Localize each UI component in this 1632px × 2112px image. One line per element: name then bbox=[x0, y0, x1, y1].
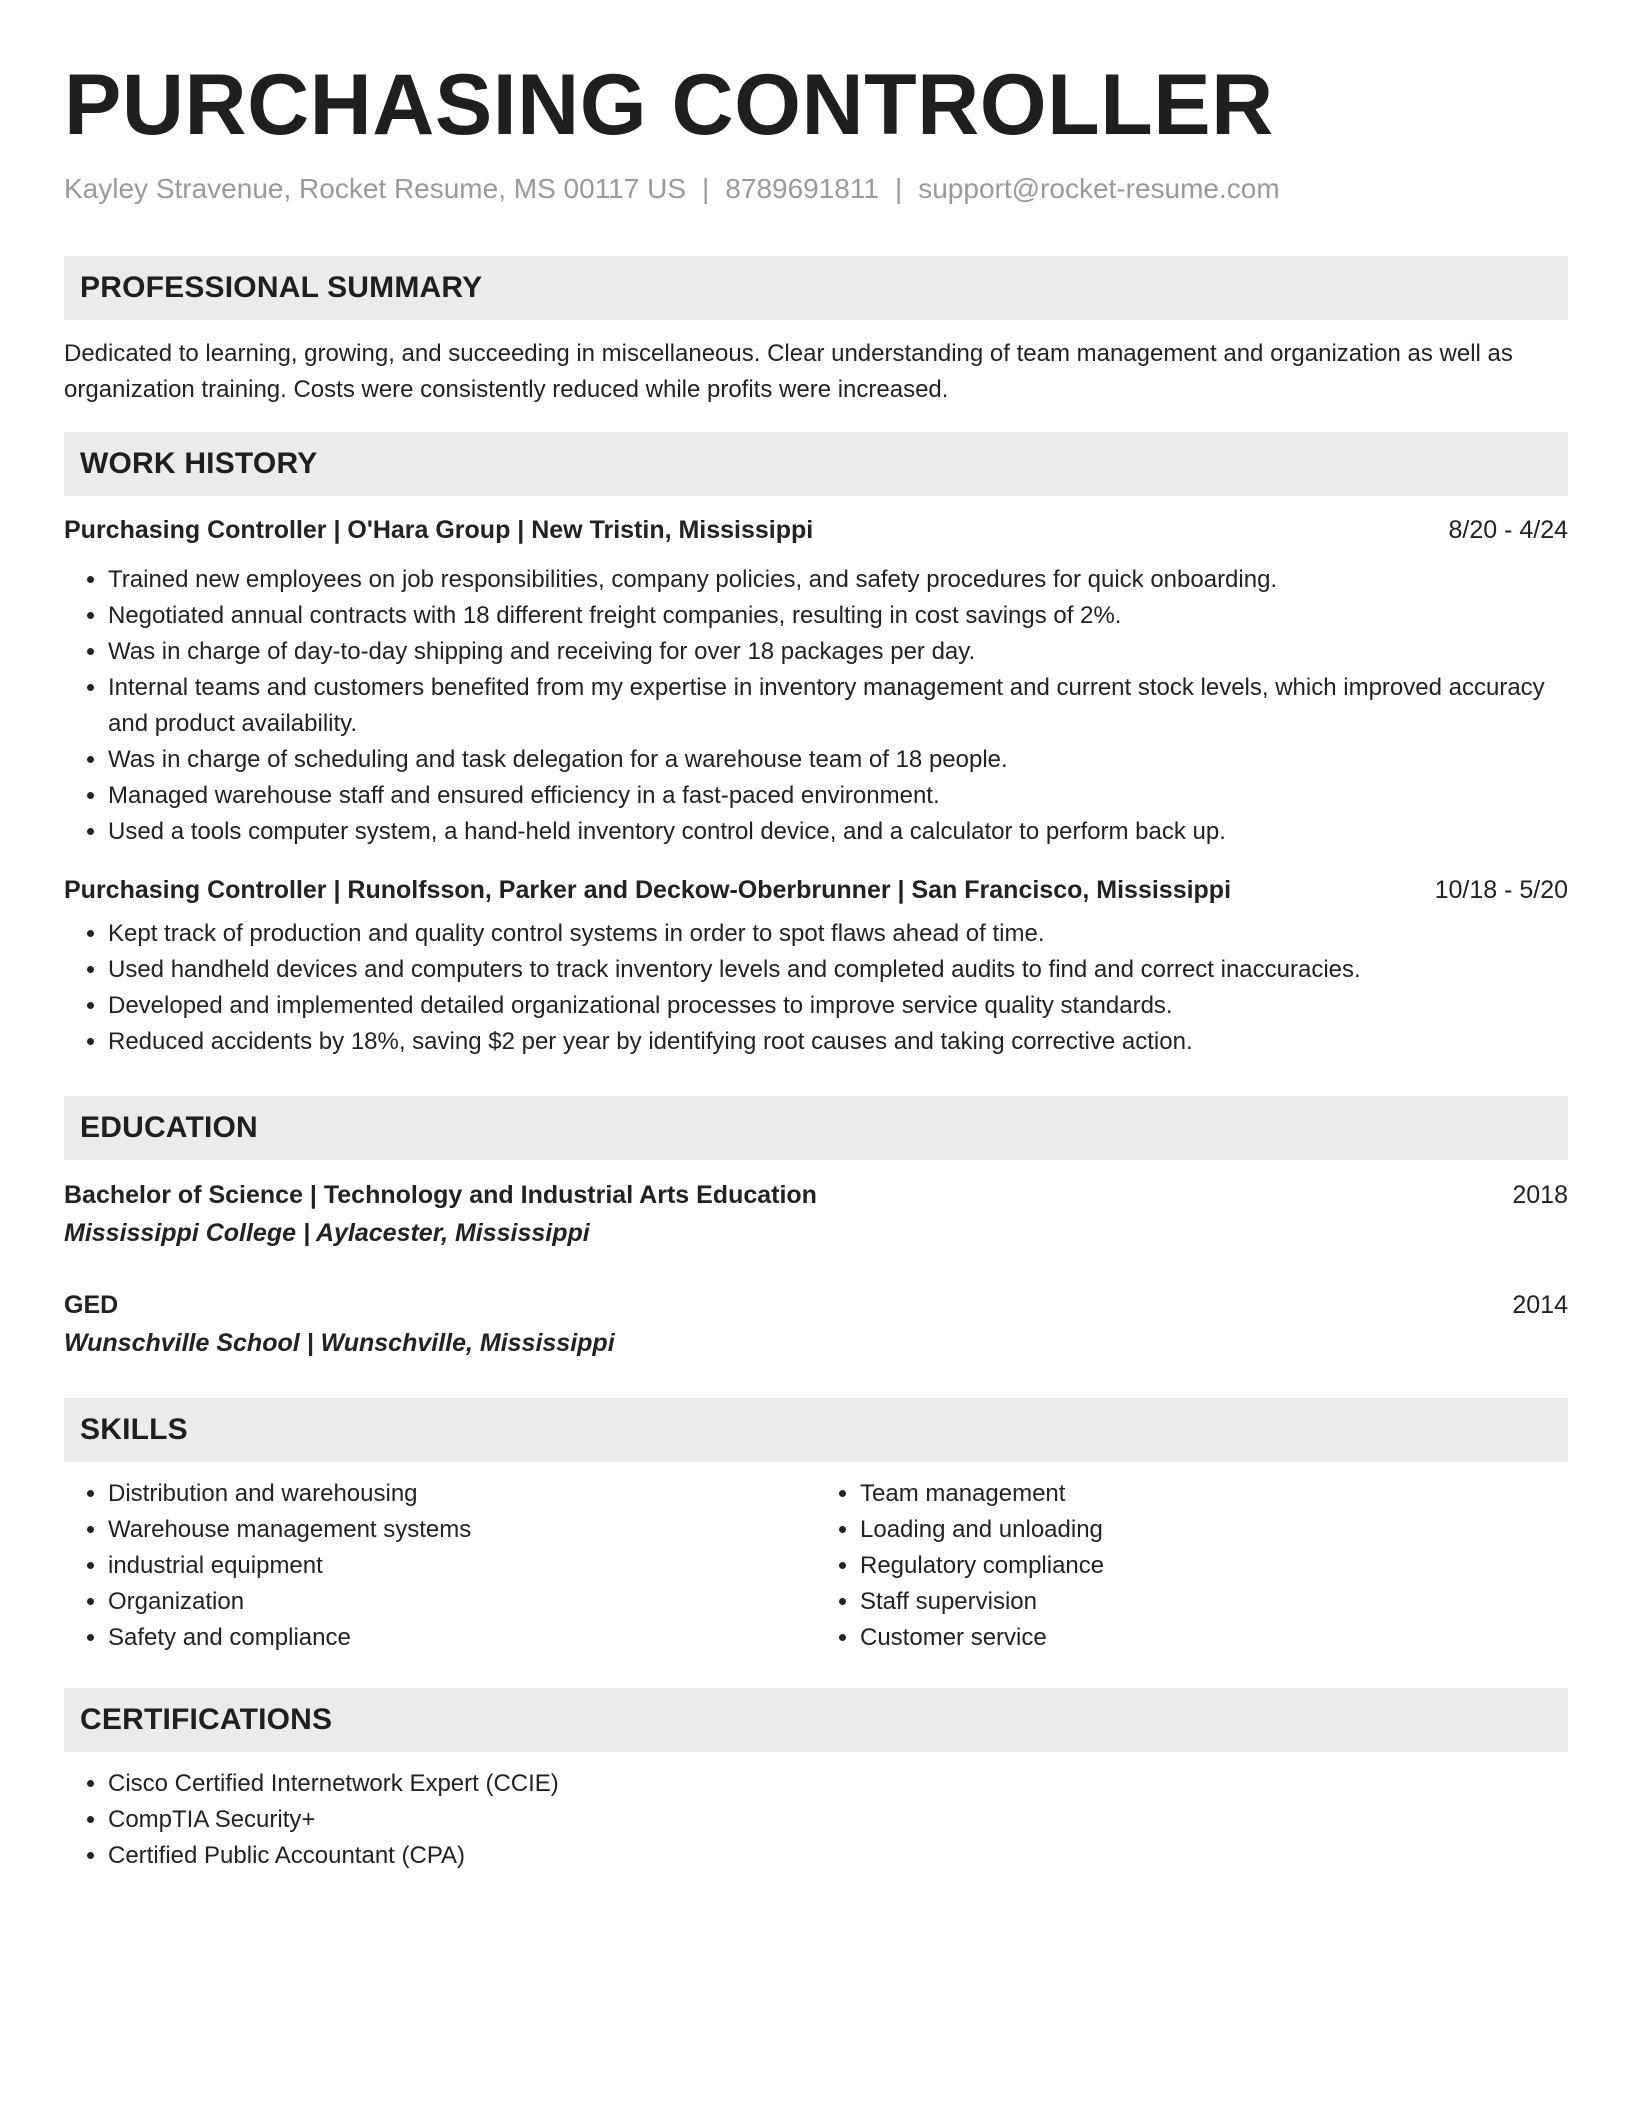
job-bullet: • Internal teams and customers benefited from my expertise in inventory management and current stock levels, which improved accuracy and product availability. bbox=[108, 670, 1568, 742]
job-bullet: • Managed warehouse staff and ensured efficiency in a fast-paced environment. bbox=[108, 778, 1568, 814]
education-school: Mississippi College | Aylacester, Mississippi bbox=[64, 1218, 590, 1247]
education-year: 2014 bbox=[1512, 1290, 1568, 1319]
job-bullet: • Was in charge of day-to-day shipping and receiving for over 18 packages per day. bbox=[108, 634, 1568, 670]
education-heading-row bbox=[64, 1176, 1568, 1214]
job-bullets bbox=[64, 562, 1568, 850]
job-bullet: • Used handheld devices and computers to track inventory levels and completed audits to find and correct inaccuracies. bbox=[108, 952, 1568, 988]
skills-column-left bbox=[64, 1476, 816, 1656]
contact-line bbox=[64, 172, 1568, 206]
skill-item: • Staff supervision bbox=[860, 1584, 1568, 1620]
job-bullet: • Trained new employees on job responsibilities, company policies, and safety procedures for quick onboarding. bbox=[108, 562, 1568, 598]
skills-grid bbox=[64, 1476, 1568, 1656]
job-bullet: • Negotiated annual contracts with 18 different freight companies, resulting in cost savings of 2%. bbox=[108, 598, 1568, 634]
skill-item: • Loading and unloading bbox=[860, 1512, 1568, 1548]
skill-item: • industrial equipment bbox=[108, 1548, 816, 1584]
job-heading-row bbox=[64, 512, 1568, 548]
job-dates: 8/20 - 4/24 bbox=[1448, 515, 1568, 544]
contact-phone: 8789691811 bbox=[725, 173, 879, 204]
section-header-education: EDUCATION bbox=[64, 1096, 1568, 1160]
certification-item: • Cisco Certified Internetwork Expert (CCIE) bbox=[108, 1766, 1568, 1802]
education-heading-row bbox=[64, 1286, 1568, 1324]
job-bullet: • Reduced accidents by 18%, saving $2 per year by identifying root causes and taking corrective action. bbox=[108, 1024, 1568, 1060]
job-title: Purchasing Controller | Runolfsson, Parker and Deckow-Oberbrunner | San Francisco, Mississippi bbox=[64, 875, 1232, 904]
skill-item: • Warehouse management systems bbox=[108, 1512, 816, 1548]
contact-separator: | bbox=[702, 173, 710, 204]
section-header-work-history: WORK HISTORY bbox=[64, 432, 1568, 496]
job-bullet: • Developed and implemented detailed organizational processes to improve service quality standards. bbox=[108, 988, 1568, 1024]
certifications-list bbox=[64, 1766, 1568, 1874]
education-degree: GED bbox=[64, 1290, 119, 1319]
contact-separator: | bbox=[894, 173, 903, 204]
section-header-certifications: CERTIFICATIONS bbox=[64, 1688, 1568, 1752]
skill-item: • Organization bbox=[108, 1584, 816, 1620]
skill-item: • Regulatory compliance bbox=[860, 1548, 1568, 1584]
certification-item: • CompTIA Security+ bbox=[108, 1802, 1568, 1838]
contact-address: Kayley Stravenue, Rocket Resume, MS 00117 US bbox=[64, 173, 687, 204]
skill-item: • Customer service bbox=[860, 1620, 1568, 1656]
resume-name: PURCHASING CONTROLLER bbox=[64, 57, 1274, 153]
education-entry bbox=[64, 1176, 1568, 1252]
education-entry bbox=[64, 1286, 1568, 1362]
job-bullet: • Was in charge of scheduling and task delegation for a warehouse team of 18 people. bbox=[108, 742, 1568, 778]
section-header-skills: SKILLS bbox=[64, 1398, 1568, 1462]
skills-column-right bbox=[816, 1476, 1568, 1656]
job-heading-row bbox=[64, 872, 1568, 908]
education-school: Wunschville School | Wunschville, Mississippi bbox=[64, 1328, 615, 1357]
education-year: 2018 bbox=[1512, 1180, 1568, 1209]
job-bullet: • Used a tools computer system, a hand-held inventory control device, and a calculator to perform back up. bbox=[108, 814, 1568, 850]
skill-item: • Safety and compliance bbox=[108, 1620, 816, 1656]
job-entry bbox=[64, 512, 1568, 850]
skill-item: • Team management bbox=[860, 1476, 1568, 1512]
job-bullet: • Kept track of production and quality control systems in order to spot flaws ahead of time. bbox=[108, 916, 1568, 952]
job-entry bbox=[64, 872, 1568, 1060]
section-header-summary: PROFESSIONAL SUMMARY bbox=[64, 256, 1568, 320]
skill-item: • Distribution and warehousing bbox=[108, 1476, 816, 1512]
job-title: Purchasing Controller | O'Hara Group | New Tristin, Mississippi bbox=[64, 515, 814, 544]
job-dates: 10/18 - 5/20 bbox=[1434, 875, 1568, 904]
certification-item: • Certified Public Accountant (CPA) bbox=[108, 1838, 1568, 1874]
summary-text: Dedicated to learning, growing, and succeeding in miscellaneous. Clear understanding of team management and organization as well as organization training. Costs were consistently reduced while profits were increased. bbox=[64, 339, 1513, 403]
contact-email: support@rocket-resume.com bbox=[918, 173, 1280, 204]
education-degree: Bachelor of Science | Technology and Industrial Arts Education bbox=[64, 1180, 817, 1209]
job-bullets bbox=[64, 916, 1568, 1060]
